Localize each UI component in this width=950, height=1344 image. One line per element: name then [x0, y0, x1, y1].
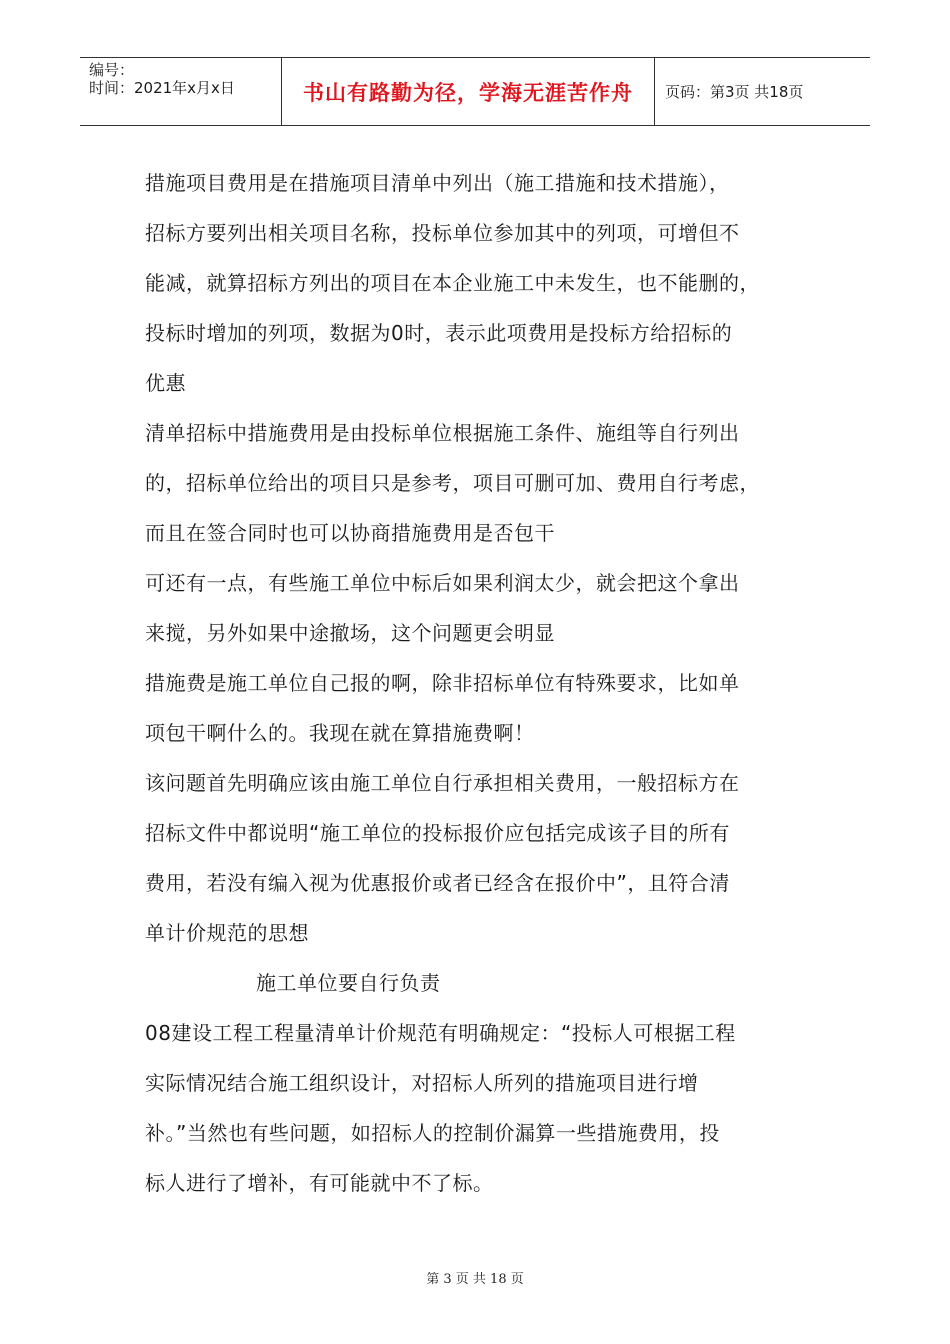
text-line: 补。”当然也有些问题，如招标人的控制价漏算一些措施费用，投 — [145, 1121, 720, 1145]
text-line: 招标文件中都说明“施工单位的投标报价应包括完成该子目的所有 — [145, 821, 730, 845]
text-line: 该问题首先明确应该由施工单位自行承担相关费用，一般招标方在 — [145, 771, 740, 795]
text-line: 优惠 — [145, 371, 186, 395]
text-line: 可还有一点，有些施工单位中标后如果利润太少，就会把这个拿出 — [145, 571, 740, 595]
text-line: 实际情况结合施工组织设计，对招标人所列的措施项目进行增 — [145, 1071, 699, 1095]
text-line: 清单招标中措施费用是由投标单位根据施工条件、施组等自行列出 — [145, 421, 740, 445]
text-line: 措施费是施工单位自己报的啊，除非招标单位有特殊要求，比如单 — [145, 671, 740, 695]
header-motto: 书山有路勤为径，学海无涯苦作舟 — [281, 58, 655, 125]
text-line: 08建设工程工程量清单计价规范有明确规定：“投标人可根据工程 — [145, 1021, 736, 1045]
text-line: 的，招标单位给出的项目只是参考，项目可删可加、费用自行考虑， — [145, 471, 760, 495]
text-line: 能减，就算招标方列出的项目在本企业施工中未发生，也不能删的， — [145, 271, 760, 295]
page-header — [80, 57, 870, 126]
header-meta — [80, 58, 281, 125]
document-time: 时间：2021年x月x日 — [89, 79, 235, 97]
text-line: 招标方要列出相关项目名称，投标单位参加其中的列项，可增但不 — [145, 221, 740, 245]
text-line: 投标时增加的列项，数据为0时，表示此项费用是投标方给招标的 — [145, 321, 733, 345]
document-body — [145, 158, 825, 1208]
page-footer: 第 3 页 共 18 页 — [426, 1272, 524, 1287]
text-line: 项包干啊什么的。我现在就在算措施费啊！ — [145, 721, 535, 745]
text-line: 费用，若没有编入视为优惠报价或者已经含在报价中”，且符合清 — [145, 871, 730, 895]
text-line: 标人进行了增补，有可能就中不了标。 — [145, 1171, 494, 1195]
text-line: 单计价规范的思想 — [145, 921, 309, 945]
text-line-indented: 施工单位要自行负责 — [256, 971, 441, 995]
header-page-info: 页码：第3页 共18页 — [665, 83, 804, 101]
text-line: 措施项目费用是在措施项目清单中列出（施工措施和技术措施）， — [145, 171, 730, 195]
text-line: 来搅，另外如果中途撤场，这个问题更会明显 — [145, 621, 555, 645]
text-line: 而且在签合同时也可以协商措施费用是否包干 — [145, 521, 555, 545]
document-number-label: 编号： — [89, 61, 135, 79]
